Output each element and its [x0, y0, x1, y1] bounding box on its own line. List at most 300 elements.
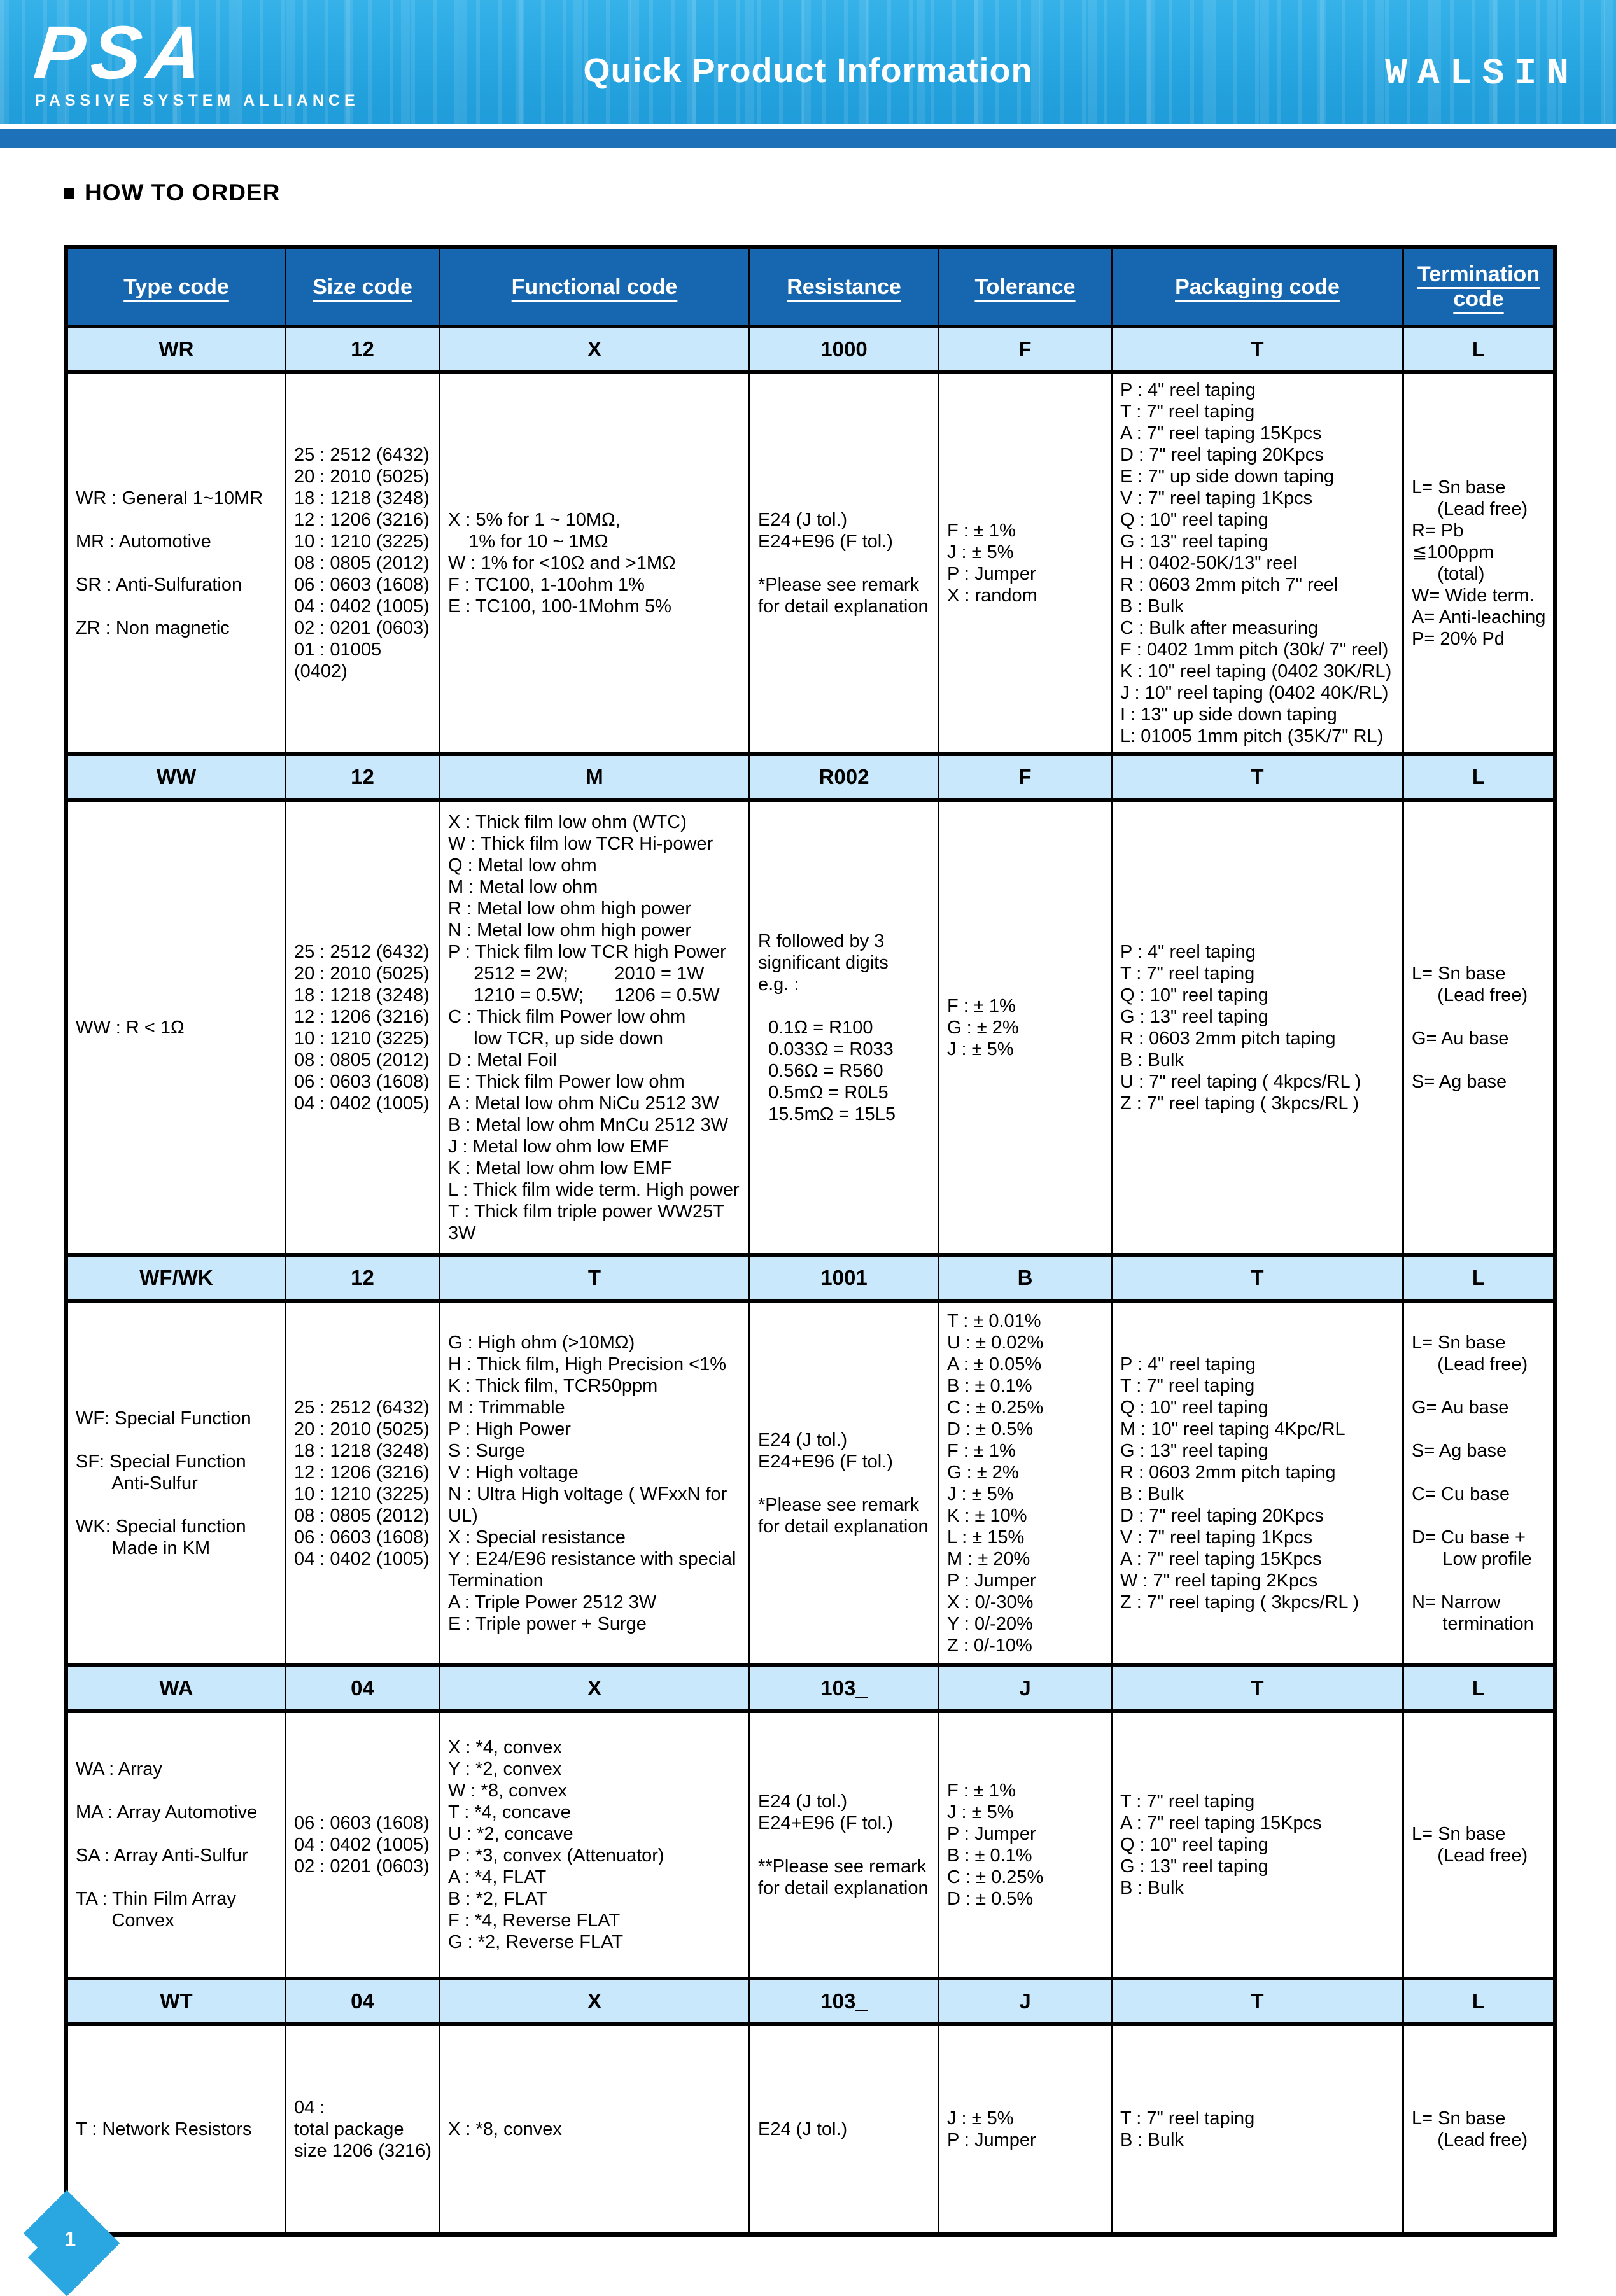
text-line: P : Jumper — [947, 2129, 1036, 2150]
text-line: T : Network Resistors — [76, 2118, 252, 2139]
code-cell: X — [440, 326, 750, 372]
text-line: P : Thick film low TCR high Power — [448, 941, 726, 962]
text-line: G= Au base — [1412, 1028, 1509, 1049]
col-header-tolerance: Tolerance — [939, 248, 1112, 327]
text-line: K : Thick film, TCR50ppm — [448, 1375, 658, 1396]
detail-row-ww — [66, 800, 1556, 1255]
text-line: 12 : 1206 (3216) — [294, 1006, 430, 1027]
code-cell: T — [1112, 1255, 1403, 1301]
code-cell: WF/WK — [66, 1255, 286, 1301]
text-line: T : *4, concave — [448, 1802, 571, 1823]
square-bullet-icon — [64, 188, 74, 199]
psa-logo-text: PSA — [31, 11, 213, 95]
detail-cell-tolerance — [939, 1711, 1112, 1978]
text-line: F : ± 1% — [947, 1781, 1016, 1801]
text-line: **Please see remark — [758, 1856, 927, 1877]
text-line: WW : R < 1Ω — [76, 1017, 185, 1038]
detail-cell-packaging — [1112, 1301, 1403, 1665]
text-line: 25 : 2512 (6432) — [294, 1397, 430, 1418]
text-line: D : 7" reel taping 20Kpcs — [1120, 445, 1324, 465]
text-line: for detail explanation — [758, 1878, 929, 1898]
text-line: T : Thick film triple power WW25T 3W — [448, 1201, 729, 1243]
text-line: A : ± 0.05% — [947, 1354, 1042, 1375]
code-cell: J — [939, 1665, 1112, 1711]
text-line: G= Au base — [1412, 1397, 1509, 1418]
text-line: (total) — [1412, 564, 1485, 584]
text-line: 02 : 0201 (0603) — [294, 618, 430, 638]
header-band — [0, 0, 1616, 124]
code-row-wt — [66, 1978, 1556, 2024]
text-line: F : ± 1% — [947, 995, 1016, 1016]
text-line: D : 7" reel taping 20Kpcs — [1120, 1505, 1324, 1526]
text-line: total package — [294, 2118, 404, 2139]
text-line: M : Metal low ohm — [448, 876, 598, 897]
section-title: HOW TO ORDER — [85, 179, 281, 206]
text-line: Termination — [448, 1570, 544, 1591]
text-line: D : Metal Foil — [448, 1049, 557, 1070]
detail-cell-size — [286, 372, 440, 754]
text-line: L : ± 15% — [947, 1527, 1025, 1548]
text-line: P : High Power — [448, 1418, 571, 1439]
code-cell: X — [440, 1978, 750, 2024]
text-line: Convex — [76, 1910, 174, 1931]
text-line: WK: Special function — [76, 1516, 246, 1537]
text-line: M : Trimmable — [448, 1397, 565, 1418]
text-line: A : Triple Power 2512 3W — [448, 1592, 657, 1613]
text-line: E : 7" up side down taping — [1120, 466, 1334, 487]
text-line: B : Metal low ohm MnCu 2512 3W — [448, 1114, 729, 1135]
detail-cell-termination — [1403, 1301, 1556, 1665]
col-header-functional-code: Functional code — [440, 248, 750, 327]
text-line: S= Ag base — [1412, 1440, 1507, 1461]
text-line: I : 13" up side down taping — [1120, 704, 1337, 725]
text-line — [1412, 1505, 1548, 1527]
text-line — [1412, 1375, 1548, 1397]
text-line: J : Metal low ohm low EMF — [448, 1136, 669, 1157]
code-cell: 1001 — [750, 1255, 939, 1301]
col-header-size-code: Size code — [286, 248, 440, 327]
text-line: V : High voltage — [448, 1462, 579, 1483]
detail-cell-tolerance — [939, 2024, 1112, 2234]
text-line: J : ± 5% — [947, 1039, 1014, 1060]
text-line: M : 10" reel taping 4Kpc/RL — [1120, 1418, 1345, 1439]
text-line: F : 0402 1mm pitch (30k/ 7" reel) — [1120, 640, 1389, 660]
text-line: Anti-Sulfur — [76, 1473, 198, 1494]
text-line: P : 4" reel taping — [1120, 380, 1256, 400]
text-line — [76, 552, 279, 574]
text-line: L= Sn base — [1412, 1824, 1506, 1844]
detail-cell-size — [286, 1711, 440, 1978]
text-line: W : 1% for <10Ω and >1MΩ — [448, 553, 676, 573]
col-header-type-code: Type code — [66, 248, 286, 327]
text-line: B : ± 0.1% — [947, 1845, 1032, 1866]
code-cell: L — [1403, 1978, 1556, 2024]
text-line: (Lead free) — [1412, 499, 1528, 519]
text-line: 25 : 2512 (6432) — [294, 941, 430, 962]
code-cell: F — [939, 754, 1112, 800]
text-line: 10 : 1210 (3225) — [294, 531, 430, 552]
code-cell: M — [440, 754, 750, 800]
text-line: WR : General 1~10MR — [76, 488, 263, 508]
text-line: P : 4" reel taping — [1120, 941, 1256, 962]
text-line — [76, 596, 279, 617]
text-line: significant digits — [758, 952, 889, 973]
text-line: 08 : 0805 (2012) — [294, 553, 430, 573]
detail-cell-resistance — [750, 2024, 939, 2234]
text-line: K : Metal low ohm low EMF — [448, 1158, 672, 1179]
text-line: X : Thick film low ohm (WTC) — [448, 811, 687, 832]
detail-cell-packaging — [1112, 1711, 1403, 1978]
text-line: *Please see remark for detail explanation — [758, 1494, 929, 1537]
col-header-termination-code: Termination code — [1403, 248, 1556, 327]
text-line — [758, 1834, 932, 1856]
text-line: 04 : 0402 (1005) — [294, 1835, 430, 1855]
code-cell: 12 — [286, 1255, 440, 1301]
text-line: P : Jumper — [947, 1570, 1036, 1591]
text-line: T : 7" reel taping — [1120, 2108, 1255, 2129]
how-to-order-table — [64, 245, 1557, 2237]
text-line — [76, 1494, 279, 1516]
code-row-wa — [66, 1665, 1556, 1711]
text-line: D : ± 0.5% — [947, 1418, 1034, 1439]
detail-cell-resistance — [750, 800, 939, 1255]
text-line: N= Narrow — [1412, 1592, 1501, 1613]
text-line: 20 : 2010 (5025) — [294, 1418, 430, 1439]
detail-cell-resistance — [750, 1301, 939, 1665]
text-line: G : ± 2% — [947, 1017, 1019, 1038]
text-line: (Lead free) — [1412, 984, 1528, 1005]
code-cell: T — [1112, 1665, 1403, 1711]
text-line: W : *8, convex — [448, 1781, 567, 1801]
text-line — [1412, 1006, 1548, 1028]
code-cell: L — [1403, 1255, 1556, 1301]
text-line: size 1206 (3216) — [294, 2140, 432, 2161]
text-line: U : *2, concave — [448, 1824, 573, 1844]
text-line: E24+E96 (F tol.) — [758, 1813, 893, 1833]
text-line: 0.5mΩ = R0L5 — [758, 1082, 889, 1103]
text-line: 06 : 0603 (1608) — [294, 1813, 430, 1833]
code-cell: 04 — [286, 1665, 440, 1711]
text-line: X : *8, convex — [448, 2118, 562, 2139]
text-line: R= Pb ≦100ppm — [1412, 521, 1494, 563]
text-line: U : ± 0.02% — [947, 1332, 1044, 1353]
text-line: L : Thick film wide term. High power — [448, 1179, 740, 1200]
text-line: ZR : Non magnetic — [76, 618, 230, 638]
text-line: E24+E96 (F tol.) — [758, 1451, 893, 1472]
text-line: V : 7" reel taping 1Kpcs — [1120, 488, 1313, 508]
text-line: A= Anti-leaching — [1412, 607, 1546, 627]
text-line — [76, 1823, 279, 1845]
text-line: W : 7" reel taping 2Kpcs — [1120, 1570, 1318, 1591]
detail-cell-size — [286, 800, 440, 1255]
text-line: R : 0603 2mm pitch 7" reel — [1120, 575, 1338, 595]
text-line: P : Jumper — [947, 1824, 1036, 1844]
code-cell: L — [1403, 1665, 1556, 1711]
text-line: R : Metal low ohm high power — [448, 898, 691, 919]
detail-cell-type — [66, 800, 286, 1255]
code-cell: 12 — [286, 754, 440, 800]
text-line: MA : Array Automotive — [76, 1802, 258, 1823]
col-header-packaging-code: Packaging code — [1112, 248, 1403, 327]
text-line: J : ± 5% — [947, 1483, 1014, 1504]
text-line: Low profile — [1412, 1548, 1532, 1569]
text-line: Q : Metal low ohm — [448, 855, 597, 876]
text-line: L= Sn base — [1412, 2108, 1506, 2129]
detail-cell-packaging — [1112, 800, 1403, 1255]
code-cell: T — [1112, 754, 1403, 800]
text-line: 0.033Ω = R033 — [758, 1039, 894, 1060]
text-line: G : 13" reel taping — [1120, 1006, 1268, 1027]
text-line: B : Bulk — [1120, 1049, 1184, 1070]
detail-cell-termination — [1403, 800, 1556, 1255]
text-line: 18 : 1218 (3248) — [294, 488, 430, 508]
text-line: E24 (J tol.) — [758, 1791, 848, 1812]
text-line: J : ± 5% — [947, 542, 1014, 563]
text-line: 08 : 0805 (2012) — [294, 1505, 430, 1526]
detail-cell-functional — [440, 800, 750, 1255]
code-cell: R002 — [750, 754, 939, 800]
text-line: E : Triple power + Surge — [448, 1613, 647, 1634]
text-line: E24+E96 (F tol.) — [758, 531, 893, 552]
text-line — [76, 1429, 279, 1451]
text-line: P : *3, convex (Attenuator) — [448, 1845, 664, 1866]
text-line: 12 : 1206 (3216) — [294, 1462, 430, 1483]
text-line: 04 : 0402 (1005) — [294, 1093, 430, 1114]
psa-logo-subtitle: PASSIVE SYSTEM ALLIANCE — [35, 92, 360, 109]
text-line: X : random — [947, 585, 1037, 606]
page-marker — [18, 2194, 145, 2278]
code-cell: 04 — [286, 1978, 440, 2024]
walsin-logo: WALSIN — [1385, 53, 1579, 95]
page-number: 1 — [64, 2227, 76, 2251]
text-line: F : ± 1% — [947, 521, 1016, 541]
text-line: C : Bulk after measuring — [1120, 618, 1319, 638]
text-line: Z : 7" reel taping ( 3kpcs/RL ) — [1120, 1592, 1360, 1613]
text-line: A : 7" reel taping 15Kpcs — [1120, 423, 1322, 444]
code-cell: J — [939, 1978, 1112, 2024]
text-line: SA : Array Anti-Sulfur — [76, 1845, 248, 1866]
text-line: 02 : 0201 (0603) — [294, 1856, 430, 1877]
detail-cell-tolerance — [939, 1301, 1112, 1665]
text-line: 10 : 1210 (3225) — [294, 1483, 430, 1504]
code-cell: T — [1112, 326, 1403, 372]
text-line — [1412, 1049, 1548, 1071]
text-line: H : Thick film, High Precision <1% — [448, 1354, 727, 1375]
text-line: 0.56Ω = R560 — [758, 1060, 883, 1081]
text-line: A : *4, FLAT — [448, 1867, 547, 1887]
code-cell: 12 — [286, 326, 440, 372]
text-line — [758, 995, 932, 1017]
text-line: X : *4, convex — [448, 1737, 562, 1758]
detail-cell-termination — [1403, 1711, 1556, 1978]
text-line: low TCR, up side down — [448, 1028, 663, 1049]
text-line: 1210 = 0.5W; 1206 = 0.5W — [448, 984, 720, 1005]
text-line: X : Special resistance — [448, 1527, 626, 1548]
text-line: X : 0/-30% — [947, 1592, 1034, 1613]
code-cell: 103_ — [750, 1978, 939, 2024]
text-line: G : 13" reel taping — [1120, 1856, 1268, 1877]
text-line: 04 : 0402 (1005) — [294, 1548, 430, 1569]
text-line — [76, 509, 279, 531]
text-line: X : 5% for 1 ~ 10MΩ, — [448, 510, 621, 530]
detail-row-wa — [66, 1711, 1556, 1978]
text-line: G : *2, Reverse FLAT — [448, 1932, 624, 1952]
text-line: A : Metal low ohm NiCu 2512 3W — [448, 1093, 719, 1114]
text-line — [76, 1866, 279, 1888]
text-line: 08 : 0805 (2012) — [294, 1049, 430, 1070]
detail-row-wt — [66, 2024, 1556, 2234]
detail-cell-packaging — [1112, 372, 1403, 754]
text-line: *Please see remark for detail explanation — [758, 575, 929, 617]
code-cell: F — [939, 326, 1112, 372]
text-line: F : *4, Reverse FLAT — [448, 1910, 621, 1931]
col-header-resistance: Resistance — [750, 248, 939, 327]
text-line: Y : E24/E96 resistance with special — [448, 1548, 736, 1569]
text-line: E24 (J tol.) — [758, 510, 848, 530]
text-line: T : 7" reel taping — [1120, 402, 1255, 422]
text-line: B : ± 0.1% — [947, 1375, 1032, 1396]
text-line: L= Sn base — [1412, 963, 1506, 984]
text-line: 0.1Ω = R100 — [758, 1017, 873, 1038]
text-line: G : ± 2% — [947, 1462, 1019, 1483]
text-line: SF: Special Function — [76, 1451, 246, 1472]
text-line: A : 7" reel taping 15Kpcs — [1120, 1813, 1322, 1833]
text-line — [1412, 1418, 1548, 1440]
text-line: J : ± 5% — [947, 1802, 1014, 1823]
code-cell: B — [939, 1255, 1112, 1301]
text-line: 06 : 0603 (1608) — [294, 1527, 430, 1548]
text-line — [1412, 1462, 1548, 1483]
text-line: H : 0402-50K/13" reel — [1120, 553, 1297, 573]
text-line: Z : 0/-10% — [947, 1635, 1032, 1656]
text-line: B : Bulk — [1120, 596, 1184, 617]
detail-row-wfwk — [66, 1301, 1556, 1665]
text-line: K : ± 10% — [947, 1505, 1027, 1526]
detail-cell-resistance — [750, 1711, 939, 1978]
text-line: P : 4" reel taping — [1120, 1354, 1256, 1375]
text-line: C= Cu base — [1412, 1483, 1510, 1504]
detail-cell-size — [286, 1301, 440, 1665]
text-line: D : ± 0.5% — [947, 1889, 1034, 1909]
detail-cell-termination — [1403, 372, 1556, 754]
text-line: termination — [1412, 1613, 1534, 1634]
text-line: (Lead free) — [1412, 1845, 1528, 1866]
text-line: D= Cu base + — [1412, 1527, 1526, 1548]
detail-cell-type — [66, 1711, 286, 1978]
text-line: Y : *2, convex — [448, 1759, 562, 1779]
text-line: N : Ultra High voltage ( WFxxN for UL) — [448, 1483, 733, 1526]
text-line: 20 : 2010 (5025) — [294, 963, 430, 984]
text-line: V : 7" reel taping 1Kpcs — [1120, 1527, 1313, 1548]
text-line: MR : Automotive — [76, 531, 211, 552]
text-line: B : Bulk — [1120, 1878, 1184, 1898]
code-cell: X — [440, 1665, 750, 1711]
text-line: W= Wide term. — [1412, 585, 1535, 606]
detail-cell-functional — [440, 1711, 750, 1978]
text-line: T : 7" reel taping — [1120, 1791, 1255, 1812]
text-line: 1% for 10 ~ 1MΩ — [448, 531, 608, 552]
detail-cell-functional — [440, 1301, 750, 1665]
text-line: 12 : 1206 (3216) — [294, 510, 430, 530]
text-line: WF: Special Function — [76, 1408, 251, 1429]
text-line: TA : Thin Film Array — [76, 1889, 236, 1909]
text-line: G : 13" reel taping — [1120, 1440, 1268, 1461]
text-line: 18 : 1218 (3248) — [294, 1440, 430, 1461]
text-line: E24 (J tol.) — [758, 1429, 848, 1450]
code-cell: WW — [66, 754, 286, 800]
text-line: M : ± 20% — [947, 1548, 1030, 1569]
detail-cell-functional — [440, 2024, 750, 2234]
detail-cell-tolerance — [939, 372, 1112, 754]
text-line: W : Thick film low TCR Hi-power — [448, 833, 713, 854]
code-cell: 103_ — [750, 1665, 939, 1711]
text-line: B : *2, FLAT — [448, 1889, 547, 1909]
text-line: 06 : 0603 (1608) — [294, 1071, 430, 1092]
text-line: B : Bulk — [1120, 1483, 1184, 1504]
text-line: Q : 10" reel taping — [1120, 984, 1268, 1005]
text-line: G : 13" reel taping — [1120, 531, 1268, 552]
text-line: T : 7" reel taping — [1120, 963, 1255, 984]
text-line: R : 0603 2mm pitch taping — [1120, 1028, 1336, 1049]
text-line: E : Thick film Power low ohm — [448, 1071, 685, 1092]
text-line: e.g. : — [758, 974, 799, 995]
text-line: Y : 0/-20% — [947, 1613, 1033, 1634]
text-line: Q : 10" reel taping — [1120, 1397, 1268, 1418]
text-line — [1412, 1570, 1548, 1592]
text-line: SR : Anti-Sulfuration — [76, 575, 242, 595]
text-line: 20 : 2010 (5025) — [294, 466, 430, 487]
text-line: B : Bulk — [1120, 2129, 1184, 2150]
text-line: C : ± 0.25% — [947, 1397, 1044, 1418]
text-line: 10 : 1210 (3225) — [294, 1028, 430, 1049]
text-line: R : 0603 2mm pitch taping — [1120, 1462, 1336, 1483]
text-line — [758, 1473, 932, 1494]
code-cell: T — [440, 1255, 750, 1301]
text-line: L= Sn base — [1412, 1332, 1506, 1353]
text-line: J : 10" reel taping (0402 40K/RL) — [1120, 683, 1389, 703]
text-line: E : TC100, 100-1Mohm 5% — [448, 596, 671, 617]
page-title: Quick Product Information — [583, 52, 1033, 90]
detail-cell-type — [66, 372, 286, 754]
text-line: S : Surge — [448, 1440, 525, 1461]
text-line: 15.5mΩ = 15L5 — [758, 1103, 896, 1124]
code-cell: WA — [66, 1665, 286, 1711]
text-line: (Lead free) — [1412, 1354, 1528, 1375]
header-sub-bar — [0, 129, 1616, 148]
text-line: A : 7" reel taping 15Kpcs — [1120, 1548, 1322, 1569]
text-line: 04 : — [294, 2097, 325, 2118]
text-line: C : Thick film Power low ohm — [448, 1006, 686, 1027]
detail-row-wr — [66, 372, 1556, 754]
code-cell: WR — [66, 326, 286, 372]
text-line: 18 : 1218 (3248) — [294, 984, 430, 1005]
text-line: S= Ag base — [1412, 1071, 1507, 1092]
text-line: R followed by 3 — [758, 930, 885, 951]
detail-cell-functional — [440, 372, 750, 754]
text-line: 25 : 2512 (6432) — [294, 445, 430, 465]
detail-cell-resistance — [750, 372, 939, 754]
code-cell: 1000 — [750, 326, 939, 372]
section-heading — [64, 179, 280, 206]
text-line: 06 : 0603 (1608) — [294, 575, 430, 595]
text-line: (Lead free) — [1412, 2129, 1528, 2150]
text-line: WA : Array — [76, 1759, 162, 1779]
detail-cell-size — [286, 2024, 440, 2234]
text-line: N : Metal low ohm high power — [448, 920, 691, 941]
text-line: 01 : 01005 (0402) — [294, 640, 387, 682]
text-line: T : ± 0.01% — [947, 1310, 1041, 1331]
code-row-ww — [66, 754, 1556, 800]
